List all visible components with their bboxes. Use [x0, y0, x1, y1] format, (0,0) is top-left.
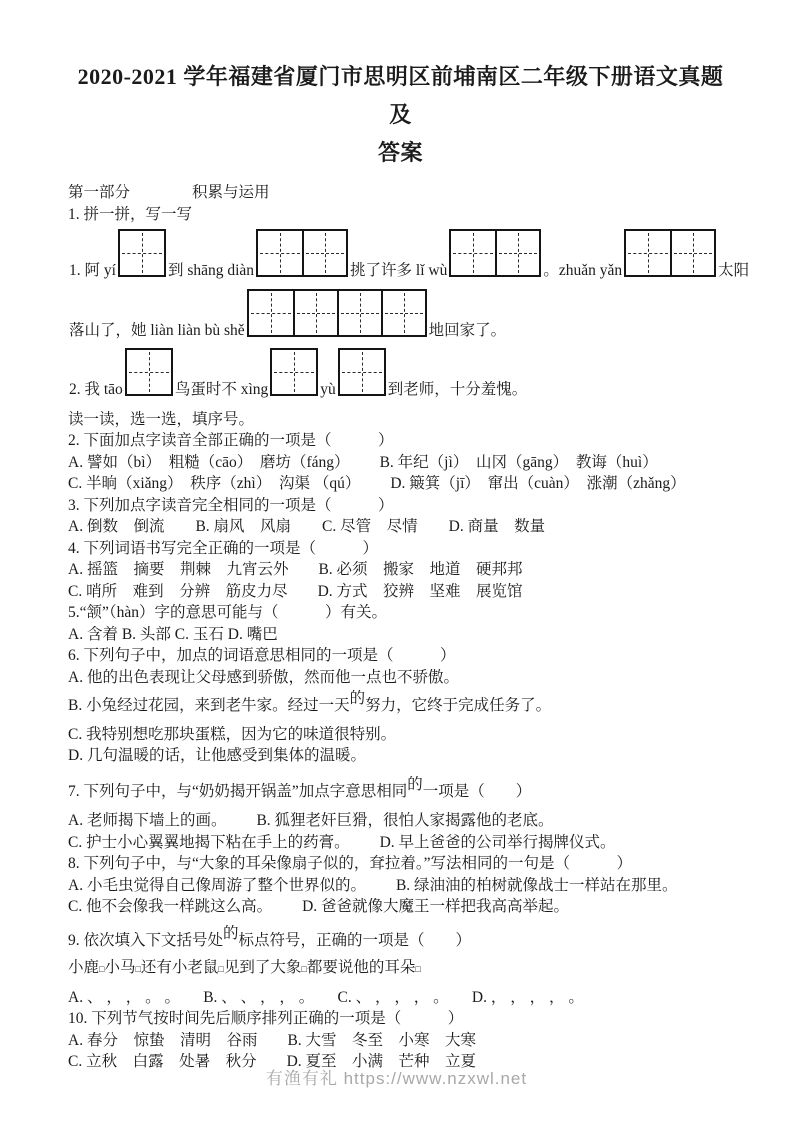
q7-stem-text: 一项是（ ） [422, 782, 532, 800]
q10-stem: 10. 下列节气按时间先后顺序排列正确的一项是（ ） [68, 1010, 464, 1027]
q9-stem-text: 标点符号，正确的一项是（ ） [238, 931, 472, 949]
fill-text: 地回家了。 [428, 321, 507, 339]
fill-text: 2. 我 tāo [69, 381, 123, 398]
q8-stem: 8. 下列句子中，与“大象的耳朵像扇子似的，耷拉着。”写法相同的一句是（ ） [68, 855, 633, 872]
q4-options-row-1 [68, 559, 733, 581]
q7-option-b: B. 狐狸老奸巨猾，很怕人家揭露他的老底。 [256, 812, 554, 829]
q4-option-d: D. 方式 狡辨 坚难 展览馆 [317, 582, 523, 600]
q2-options-row-2 [68, 473, 733, 495]
superscript-de: 的 [223, 924, 239, 942]
q8-options-row-2 [68, 896, 733, 918]
read-choose-instruction: 读一读，选一选，填序号。 [68, 410, 255, 428]
q4-stem: 4. 下列词语书写完全正确的一项是（ ） [68, 539, 379, 557]
q8-options-row-1 [68, 875, 733, 897]
q7-option-c: C. 护士小心翼翼地揭下粘在手上的药膏。 [68, 833, 350, 851]
q2-option-d: D. 簸箕（jī） 窜出（cuàn） 涨潮（zhǎng） [390, 475, 686, 492]
q6-option-c: C. 我特别想吃那块蛋糕，因为它的味道很特别。 [68, 725, 397, 743]
grid-cell [340, 350, 384, 394]
q9-stem-text: 9. 依次填入下文括号处 [68, 931, 224, 949]
grid-cell [272, 350, 316, 394]
superscript-de: 的 [407, 775, 423, 793]
title-line-2: 答案 [377, 140, 423, 165]
q2-stem: 2. 下面加点字读音全部正确的一项是（ ） [68, 432, 394, 449]
q4-option-a: A. 摇篮 摘要 荆棘 九宵云外 [68, 561, 289, 578]
writing-grid-2cell [256, 229, 348, 277]
q10-option-a: A. 春分 惊蛰 清明 谷雨 [68, 1031, 258, 1049]
q9-stem [68, 924, 733, 952]
q7-stem [68, 775, 733, 803]
fill-text: 太阳 [718, 262, 750, 279]
writing-grid-2cell [449, 229, 541, 277]
q5-options: A. 含着 B. 头部 C. 玉石 D. 嘴巴 [68, 625, 278, 643]
q6-option-b-text: B. 小兔经过花园，来到老牛家。经过一天 [68, 697, 350, 714]
fill-text: 1. 阿 yí [69, 262, 116, 279]
q6-stem: 6. 下列句子中，加点的词语意思相同的一项是（ ） [68, 647, 456, 664]
q4-option-b: B. 必须 搬家 地道 硬邦邦 [318, 561, 523, 578]
q8-option-d: D. 爸爸就像大魔王一样把我高高举起。 [302, 898, 570, 915]
q6-option-b-text: 努力，它终于完成任务了。 [365, 697, 552, 714]
grid-cell [258, 231, 302, 275]
q6-option-b [68, 690, 733, 717]
writing-grid-1cell [125, 348, 173, 396]
fill-text: 到 shāng diàn [167, 262, 255, 279]
grid-cell [127, 350, 171, 394]
grid-cell [293, 291, 337, 335]
q9-options: A. 、 ， ， 。 。 B. 、 、 ， ， 。 C. 、 ， ， ， 。 D. ， ， ， ， 。 [68, 988, 584, 1006]
q2-option-a: A. 譬如（bì） 粗糙（cāo） 磨坊（fáng） [68, 453, 350, 471]
fill-text: yù [320, 381, 336, 398]
q4-option-c: C. 哨所 难到 分辨 筋皮力尽 [68, 582, 288, 600]
q10-options-row-1 [68, 1030, 733, 1052]
grid-cell [302, 231, 346, 275]
document-title [68, 58, 733, 172]
q9-sentence: 小鹿□小马□还有小老鼠□见到了大象□都要说他的耳朵□ [68, 959, 421, 976]
q8-option-a: A. 小毛虫觉得自己像周游了整个世界似的。 [68, 876, 366, 894]
q3-options: A. 倒数 倒流 B. 扇风 风扇 C. 尽管 尽情 D. 商量 数量 [68, 518, 546, 535]
q2-option-b: B. 年纪（jì） 山冈（gāng） 教诲（huì） [379, 453, 658, 471]
q2-options-row-1 [68, 452, 733, 474]
grid-cell [381, 291, 425, 335]
grid-cell [249, 291, 293, 335]
q7-options-row-2 [68, 832, 733, 854]
grid-cell [451, 231, 495, 275]
title-line-1: 2020-2021 学年福建省厦门市思明区前埔南区二年级下册语文真题及 [77, 64, 724, 127]
q7-option-d: D. 早上爸爸的公司举行揭牌仪式。 [379, 833, 616, 851]
q1-fill-line-3 [68, 348, 733, 401]
q5-stem: 5.“颔”（hàn）字的意思可能与（ ）有关。 [68, 604, 388, 621]
q1-fill-line-2 [68, 289, 733, 342]
writing-grid-4cell [247, 289, 427, 337]
q8-option-c: C. 他不会像我一样跳这么高。 [68, 898, 273, 915]
writing-grid-2cell [624, 229, 716, 277]
writing-grid-1cell [338, 348, 386, 396]
q10-option-b: B. 大雪 冬至 小寒 大寒 [287, 1031, 477, 1049]
q8-option-b: B. 绿油油的柏树就像战士一样站在那里。 [395, 876, 678, 894]
q3-stem: 3. 下列加点字读音完全相同的一项是（ ） [68, 496, 394, 514]
writing-grid-1cell [270, 348, 318, 396]
section-heading: 第一部分 积累与运用 [68, 184, 270, 201]
q7-stem-text: 7. 下列句子中，与“奶奶揭开锅盖”加点字意思相同 [68, 782, 408, 800]
grid-cell [120, 231, 164, 275]
fill-text: 到老师，十分羞愧。 [387, 381, 528, 398]
grid-cell [670, 231, 714, 275]
grid-cell [495, 231, 539, 275]
grid-cell [626, 231, 670, 275]
q6-option-a: A. 他的出色表现让父母感到骄傲，然而他一点也不骄傲。 [68, 668, 459, 686]
fill-text: 鸟蛋时不 xìng [174, 381, 269, 398]
q1-instruction: 1. 拼一拼，写一写 [68, 205, 193, 223]
q10-option-d: D. 夏至 小满 芒种 立夏 [286, 1053, 477, 1070]
fill-text: 落山了，她 liàn liàn bù shě [69, 321, 245, 339]
q6-option-d: D. 几句温暖的话，让他感受到集体的温暖。 [68, 747, 366, 764]
q7-option-a: A. 老师揭下墙上的画。 [68, 812, 227, 829]
q2-option-c: C. 半晌（xiǎng） 秩序（zhì） 沟渠 （qú） [68, 475, 361, 492]
q7-options-row-1 [68, 810, 733, 832]
grid-cell [337, 291, 381, 335]
footer-link[interactable]: 有渔有礼 https://www.nzxwl.net [265, 1069, 528, 1088]
writing-grid-1cell [118, 229, 166, 277]
q10-option-c: C. 立秋 白露 处暑 秋分 [68, 1053, 257, 1070]
superscript-de: 的 [349, 690, 366, 707]
fill-text: 。zhuǎn yǎn [543, 262, 623, 279]
q1-fill-line-1 [68, 229, 750, 282]
fill-text: 挑了许多 lǐ wù [350, 262, 448, 279]
footer-watermark [0, 1064, 793, 1089]
q4-options-row-2 [68, 581, 733, 603]
